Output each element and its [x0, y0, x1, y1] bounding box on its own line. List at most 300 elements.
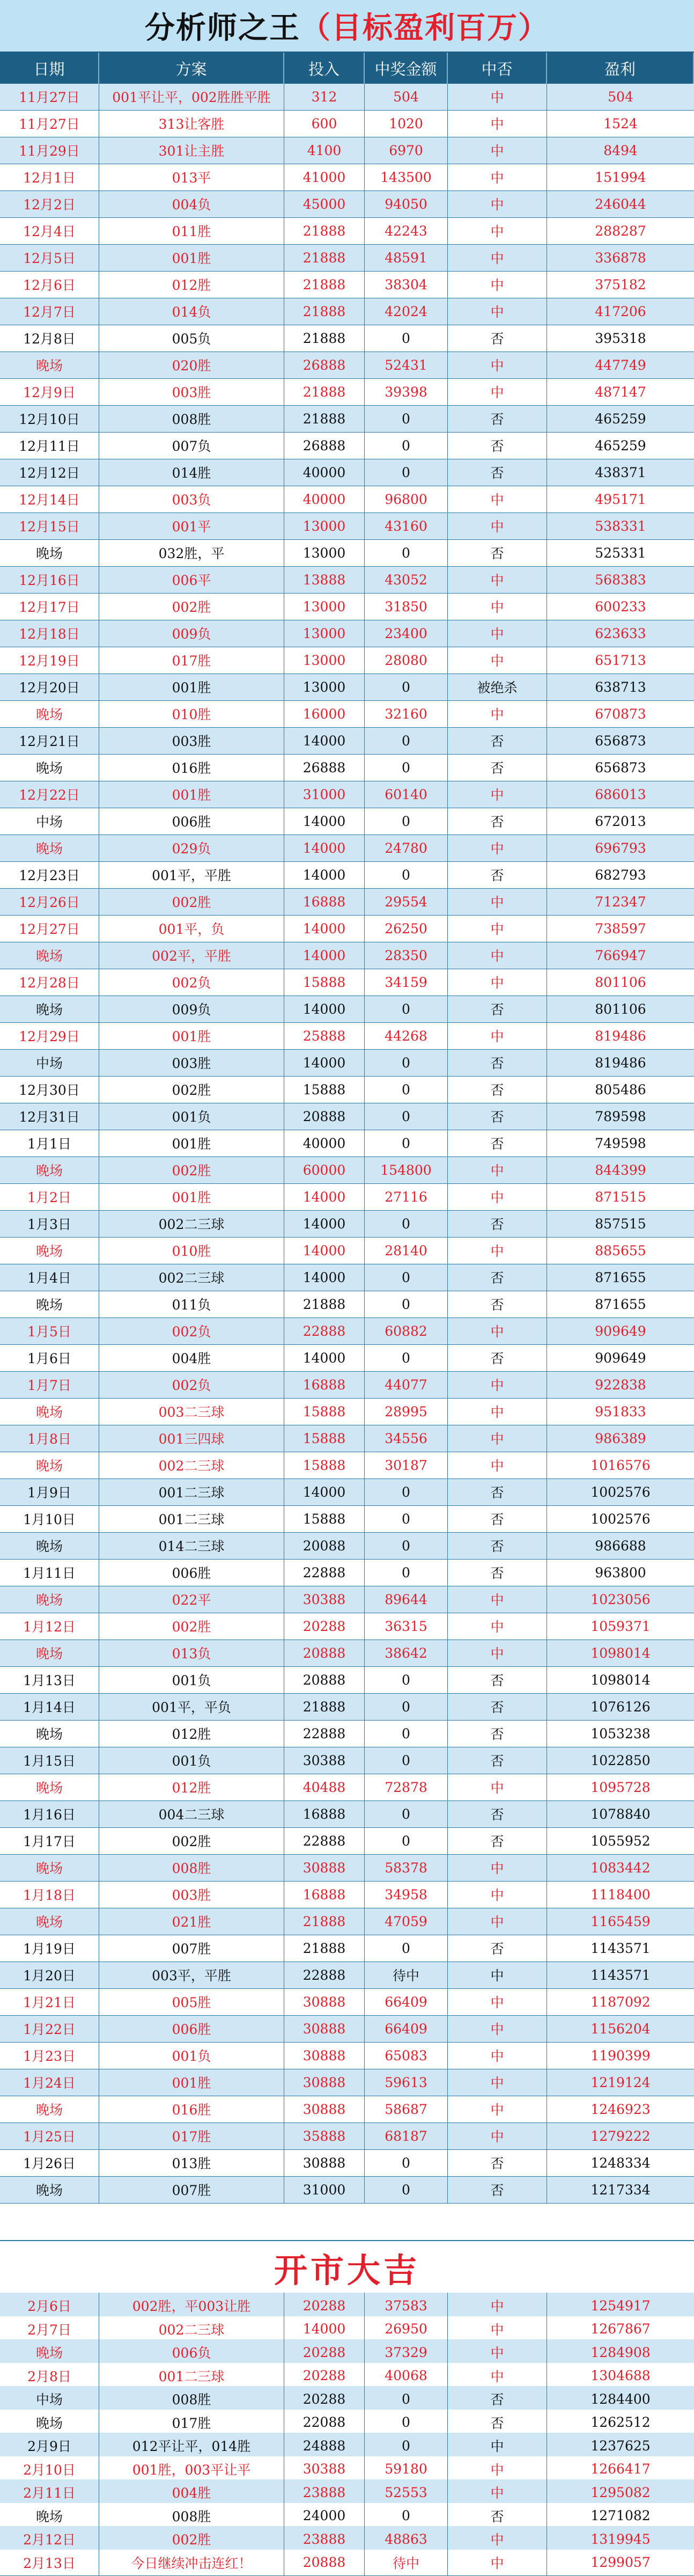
cell-profit: 1187092: [547, 1989, 694, 2015]
cell-plan: 001胜: [99, 781, 284, 808]
cell-plan: 020胜: [99, 352, 284, 378]
cell-plan: 004胜: [99, 2479, 284, 2506]
cell-payout: 0: [365, 540, 448, 566]
cell-profit: 766947: [547, 942, 694, 969]
cell-plan: 022平: [99, 1586, 284, 1613]
cell-stake: 30888: [284, 1989, 365, 2015]
cell-result: 中: [448, 2456, 547, 2483]
cell-plan: 006负: [99, 2339, 284, 2366]
cell-payout: 0: [365, 808, 448, 835]
cell-profit: 1190399: [547, 2043, 694, 2069]
cell-plan: 014负: [99, 298, 284, 325]
cell-profit: 963800: [547, 1560, 694, 1586]
cell-payout: 0: [365, 1721, 448, 1747]
cell-result: 否: [448, 1667, 547, 1693]
cell-date: 12月26日: [0, 889, 99, 915]
cell-payout: 58687: [365, 2096, 448, 2123]
cell-payout: 0: [365, 459, 448, 486]
cell-result: 中: [448, 1452, 547, 1479]
cell-date: 晚场: [0, 1908, 99, 1935]
cell-payout: 42024: [365, 298, 448, 325]
cell-plan: 001负: [99, 1747, 284, 1774]
cell-profit: 885655: [547, 1238, 694, 1264]
sheet-title: [0, 0, 694, 53]
cell-date: 晚场: [0, 1291, 99, 1318]
cell-profit: 1165459: [547, 1908, 694, 1935]
cell-profit: 1279222: [547, 2123, 694, 2149]
cell-plan: 032胜，平: [99, 540, 284, 566]
cell-stake: 600: [284, 111, 365, 137]
cell-date: 2月8日: [0, 2363, 99, 2389]
cell-date: 12月18日: [0, 620, 99, 647]
cell-result: 否: [448, 2386, 547, 2412]
cell-date: 1月26日: [0, 2150, 99, 2176]
cell-result: 中: [448, 2096, 547, 2123]
cell-profit: 1143571: [547, 1935, 694, 1962]
cell-result: 否: [448, 862, 547, 888]
cell-plan: 001二三球: [99, 1479, 284, 1505]
cell-plan: 002胜: [99, 889, 284, 915]
cell-profit: 909649: [547, 1345, 694, 1371]
cell-profit: 465259: [547, 406, 694, 432]
cell-stake: 16888: [284, 1372, 365, 1398]
cell-stake: 16888: [284, 1801, 365, 1827]
cell-date: 1月13日: [0, 1667, 99, 1693]
cell-stake: 15888: [284, 1452, 365, 1479]
cell-date: 1月25日: [0, 2123, 99, 2149]
cell-result: 中: [448, 620, 547, 647]
cell-date: 中场: [0, 808, 99, 835]
cell-plan: 029负: [99, 835, 284, 861]
cell-stake: 14000: [284, 1238, 365, 1264]
table-row: [0, 1560, 694, 1586]
cell-plan: 008胜: [99, 406, 284, 432]
cell-plan: 004二三球: [99, 1801, 284, 1827]
cell-profit: 1098014: [547, 1667, 694, 1693]
cell-plan: 005负: [99, 325, 284, 352]
cell-date: 1月4日: [0, 1264, 99, 1291]
cell-result: 否: [448, 459, 547, 486]
cell-result: 中: [448, 1399, 547, 1425]
cell-plan: 008胜: [99, 1855, 284, 1881]
cell-stake: 22888: [284, 1318, 365, 1344]
cell-plan: 001胜，003平让平: [99, 2456, 284, 2483]
cell-date: 晚场: [0, 701, 99, 727]
cell-payout: 44077: [365, 1372, 448, 1398]
cell-profit: 1299057: [547, 2550, 694, 2576]
cell-date: 1月10日: [0, 1506, 99, 1532]
cell-date: 12月2日: [0, 191, 99, 217]
table-row: [0, 942, 694, 969]
cell-stake: 14000: [284, 1264, 365, 1291]
cell-payout: 29554: [365, 889, 448, 915]
cell-profit: 1022850: [547, 1747, 694, 1774]
cell-profit: 1098014: [547, 1640, 694, 1666]
cell-date: 12月9日: [0, 379, 99, 405]
table-row: [0, 406, 694, 433]
cell-stake: 40000: [284, 459, 365, 486]
table-row: [0, 1452, 694, 1479]
cell-date: 11月27日: [0, 111, 99, 137]
cell-plan: 001平，负: [99, 916, 284, 942]
table-row: [0, 111, 694, 137]
cell-payout: 42243: [365, 218, 448, 244]
cell-date: 1月2日: [0, 1184, 99, 1210]
cell-payout: 30187: [365, 1452, 448, 1479]
table-row: [0, 1774, 694, 1801]
cell-payout: 28350: [365, 942, 448, 969]
table-row: [0, 1908, 694, 1935]
cell-profit: 844399: [547, 1157, 694, 1183]
cell-payout: 36315: [365, 1613, 448, 1640]
cell-result: 否: [448, 1479, 547, 1505]
cell-result: 中: [448, 567, 547, 593]
cell-profit: 288287: [547, 218, 694, 244]
cell-plan: 007胜: [99, 1935, 284, 1962]
cell-profit: 1118400: [547, 1882, 694, 1908]
cell-stake: 14000: [284, 916, 365, 942]
cell-result: 否: [448, 2410, 547, 2436]
cell-payout: 0: [365, 1291, 448, 1318]
cell-payout: 52553: [365, 2479, 448, 2506]
cell-date: 12月10日: [0, 406, 99, 432]
cell-profit: 1246923: [547, 2096, 694, 2123]
cell-payout: 6970: [365, 137, 448, 164]
cell-payout: 待中: [365, 1962, 448, 1988]
cell-date: 晚场: [0, 2410, 99, 2436]
cell-payout: 0: [365, 755, 448, 781]
cell-date: 晚场: [0, 2096, 99, 2123]
cell-plan: 001负: [99, 1667, 284, 1693]
cell-date: 1月3日: [0, 1211, 99, 1237]
table-row: [0, 2363, 694, 2390]
cell-plan: 001负: [99, 2043, 284, 2069]
cell-date: 12月14日: [0, 486, 99, 513]
cell-plan: 012胜: [99, 1721, 284, 1747]
cell-result: 否: [448, 1506, 547, 1532]
cell-stake: 20888: [284, 1640, 365, 1666]
cell-stake: 30888: [284, 1855, 365, 1881]
cell-profit: 857515: [547, 1211, 694, 1237]
cell-stake: 16000: [284, 701, 365, 727]
cell-profit: 1319945: [547, 2526, 694, 2552]
cell-profit: 686013: [547, 781, 694, 808]
cell-payout: 0: [365, 1345, 448, 1371]
cell-date: 晚场: [0, 1157, 99, 1183]
table-row: [0, 540, 694, 567]
cell-stake: 13000: [284, 647, 365, 674]
cell-result: 否: [448, 1130, 547, 1157]
cell-profit: 986688: [547, 1533, 694, 1559]
cell-stake: 14000: [284, 942, 365, 969]
cell-stake: 14000: [284, 808, 365, 835]
table-row: [0, 1157, 694, 1184]
cell-date: 12月20日: [0, 674, 99, 700]
cell-payout: 58378: [365, 1855, 448, 1881]
table-row: [0, 1962, 694, 1989]
cell-profit: 871655: [547, 1291, 694, 1318]
table-row: [0, 2316, 694, 2343]
cell-profit: 789598: [547, 1103, 694, 1130]
table-row: [0, 701, 694, 728]
cell-plan: 002平，平胜: [99, 942, 284, 969]
cell-result: 中: [448, 379, 547, 405]
cell-stake: 21888: [284, 379, 365, 405]
cell-plan: 012胜: [99, 272, 284, 298]
table-row: [0, 1291, 694, 1318]
table-row: [0, 728, 694, 755]
cell-profit: 1076126: [547, 1694, 694, 1720]
cell-date: 12月11日: [0, 433, 99, 459]
cell-date: 1月5日: [0, 1318, 99, 1344]
cell-plan: 001二三球: [99, 2363, 284, 2389]
cell-date: 晚场: [0, 2503, 99, 2529]
cell-date: 1月1日: [0, 1130, 99, 1157]
cell-profit: 525331: [547, 540, 694, 566]
cell-stake: 15888: [284, 1506, 365, 1532]
cell-plan: 010胜: [99, 701, 284, 727]
cell-stake: 30888: [284, 2150, 365, 2176]
cell-stake: 40488: [284, 1774, 365, 1801]
cell-stake: 4100: [284, 137, 365, 164]
table-row: [0, 2177, 694, 2204]
cell-plan: 002胜: [99, 1613, 284, 1640]
cell-date: 1月7日: [0, 1372, 99, 1398]
cell-payout: 0: [365, 2150, 448, 2176]
cell-payout: 0: [365, 1533, 448, 1559]
cell-result: 中: [448, 84, 547, 110]
table-row: [0, 379, 694, 406]
cell-stake: 14000: [284, 2316, 365, 2343]
cell-profit: 1095728: [547, 1774, 694, 1801]
table-row: [0, 513, 694, 540]
table-row: [0, 1694, 694, 1721]
cell-stake: 15888: [284, 1399, 365, 1425]
cell-plan: 004负: [99, 191, 284, 217]
cell-profit: 538331: [547, 513, 694, 539]
cell-profit: 438371: [547, 459, 694, 486]
cell-payout: 0: [365, 433, 448, 459]
table-row: [0, 2293, 694, 2319]
cell-stake: 14000: [284, 1345, 365, 1371]
cell-result: 中: [448, 218, 547, 244]
cell-result: 被绝杀: [448, 674, 547, 700]
cell-stake: 40000: [284, 486, 365, 513]
cell-plan: 006胜: [99, 808, 284, 835]
cell-date: 1月12日: [0, 1613, 99, 1640]
cell-payout: 0: [365, 1828, 448, 1854]
table-row: [0, 1667, 694, 1694]
cell-profit: 1267867: [547, 2316, 694, 2343]
cell-profit: 487147: [547, 379, 694, 405]
table-row: [0, 755, 694, 781]
table-row: [0, 1023, 694, 1050]
cell-profit: 1016576: [547, 1452, 694, 1479]
table-row: [0, 2479, 694, 2506]
cell-payout: 0: [365, 1077, 448, 1103]
cell-plan: 005胜: [99, 1989, 284, 2015]
cell-plan: 001胜: [99, 2069, 284, 2096]
cell-payout: 0: [365, 1264, 448, 1291]
cell-result: 中: [448, 2069, 547, 2096]
cell-date: 1月11日: [0, 1560, 99, 1586]
cell-payout: 26950: [365, 2316, 448, 2343]
cell-profit: 1284908: [547, 2339, 694, 2366]
cell-payout: 0: [365, 1130, 448, 1157]
cell-date: 中场: [0, 1050, 99, 1076]
cell-date: 1月15日: [0, 1747, 99, 1774]
cell-result: 中: [448, 1184, 547, 1210]
table-row: [0, 835, 694, 862]
table-row: [0, 1533, 694, 1560]
cell-payout: 48591: [365, 245, 448, 271]
table-row: [0, 647, 694, 674]
cell-stake: 26888: [284, 352, 365, 378]
cell-stake: 21888: [284, 298, 365, 325]
cell-profit: 656873: [547, 755, 694, 781]
cell-profit: 909649: [547, 1318, 694, 1344]
cell-payout: 37583: [365, 2293, 448, 2319]
cell-result: 中: [448, 1613, 547, 1640]
cell-plan: 009负: [99, 620, 284, 647]
cell-result: 中: [448, 701, 547, 727]
table-row: [0, 1747, 694, 1774]
cell-profit: 819486: [547, 1023, 694, 1049]
cell-stake: 23888: [284, 2479, 365, 2506]
cell-stake: 14000: [284, 835, 365, 861]
cell-plan: 009负: [99, 996, 284, 1022]
cell-payout: 38642: [365, 1640, 448, 1666]
cell-result: 中: [448, 2316, 547, 2343]
cell-payout: 34556: [365, 1425, 448, 1452]
cell-plan: 006胜: [99, 2016, 284, 2042]
cell-result: 否: [448, 1747, 547, 1774]
cell-stake: 24888: [284, 2433, 365, 2459]
cell-stake: 20288: [284, 2339, 365, 2366]
cell-date: 晚场: [0, 1855, 99, 1881]
cell-stake: 20088: [284, 1533, 365, 1559]
cell-stake: 30888: [284, 2016, 365, 2042]
cell-result: 中: [448, 889, 547, 915]
cell-plan: 今日继续冲击连红！: [99, 2550, 284, 2576]
cell-date: 12月31日: [0, 1103, 99, 1130]
cell-plan: 002二三球: [99, 1264, 284, 1291]
cell-stake: 30388: [284, 1747, 365, 1774]
cell-profit: 871655: [547, 1264, 694, 1291]
table-row: [0, 969, 694, 996]
cell-date: 晚场: [0, 942, 99, 969]
cell-stake: 24000: [284, 2503, 365, 2529]
cell-stake: 13888: [284, 567, 365, 593]
cell-payout: 31850: [365, 594, 448, 620]
cell-result: 中: [448, 245, 547, 271]
table-row: [0, 2069, 694, 2096]
cell-result: 中: [448, 647, 547, 674]
cell-payout: 48863: [365, 2526, 448, 2552]
cell-date: 1月24日: [0, 2069, 99, 2096]
cell-payout: 34958: [365, 1882, 448, 1908]
cell-date: 12月19日: [0, 647, 99, 674]
cell-payout: 43160: [365, 513, 448, 539]
cell-plan: 003胜: [99, 728, 284, 754]
table-row: [0, 2043, 694, 2069]
table-row: [0, 1828, 694, 1855]
cell-stake: 20888: [284, 1103, 365, 1130]
cell-payout: 66409: [365, 1989, 448, 2015]
cell-profit: 1219124: [547, 2069, 694, 2096]
cell-date: 11月29日: [0, 137, 99, 164]
table-row: [0, 1399, 694, 1425]
cell-stake: 30388: [284, 2456, 365, 2483]
cell-profit: 656873: [547, 728, 694, 754]
cell-result: 中: [448, 1855, 547, 1881]
table-row: [0, 84, 694, 111]
table-row: [0, 352, 694, 379]
cell-plan: 003负: [99, 486, 284, 513]
cell-profit: 1002576: [547, 1506, 694, 1532]
cell-payout: 0: [365, 1479, 448, 1505]
cell-profit: 1059371: [547, 1613, 694, 1640]
cell-payout: 68187: [365, 2123, 448, 2149]
cell-date: 晚场: [0, 1586, 99, 1613]
table-row: [0, 2096, 694, 2123]
cell-date: 12月1日: [0, 164, 99, 191]
cell-stake: 21888: [284, 245, 365, 271]
cell-date: 1月17日: [0, 1828, 99, 1854]
cell-profit: 1266417: [547, 2456, 694, 2483]
cell-result: 否: [448, 996, 547, 1022]
cell-date: 2月6日: [0, 2293, 99, 2319]
cell-payout: 0: [365, 2410, 448, 2436]
cell-date: 2月13日: [0, 2550, 99, 2576]
cell-stake: 312: [284, 84, 365, 110]
cell-date: 1月14日: [0, 1694, 99, 1720]
cell-stake: 40000: [284, 1130, 365, 1157]
title-main: 分析师之王: [145, 4, 300, 47]
cell-plan: 014胜: [99, 459, 284, 486]
cell-payout: 0: [365, 674, 448, 700]
cell-result: 否: [448, 2503, 547, 2529]
cell-stake: 25888: [284, 1023, 365, 1049]
cell-payout: 44268: [365, 1023, 448, 1049]
cell-profit: 1055952: [547, 1828, 694, 1854]
table-row: [0, 620, 694, 647]
cell-plan: 001胜: [99, 1023, 284, 1049]
cell-date: 1月18日: [0, 1882, 99, 1908]
cell-plan: 001平让平，002胜胜平胜: [99, 84, 284, 110]
cell-payout: 60882: [365, 1318, 448, 1344]
cell-payout: 72878: [365, 1774, 448, 1801]
cell-result: 中: [448, 1157, 547, 1183]
cell-plan: 002二三球: [99, 1211, 284, 1237]
cell-result: 中: [448, 916, 547, 942]
table-row: [0, 996, 694, 1023]
cell-payout: 0: [365, 2503, 448, 2529]
cell-payout: 59613: [365, 2069, 448, 2096]
cell-result: 否: [448, 433, 547, 459]
cell-payout: 28140: [365, 1238, 448, 1264]
cell-payout: 143500: [365, 164, 448, 191]
cell-result: 否: [448, 540, 547, 566]
cell-date: 2月11日: [0, 2479, 99, 2506]
cell-result: 中: [448, 1640, 547, 1666]
header-result: 中否: [448, 53, 547, 84]
table-row: [0, 1345, 694, 1372]
cell-date: 1月20日: [0, 1962, 99, 1988]
cell-date: 12月29日: [0, 1023, 99, 1049]
cell-result: 否: [448, 2150, 547, 2176]
cell-plan: 002胜: [99, 1077, 284, 1103]
